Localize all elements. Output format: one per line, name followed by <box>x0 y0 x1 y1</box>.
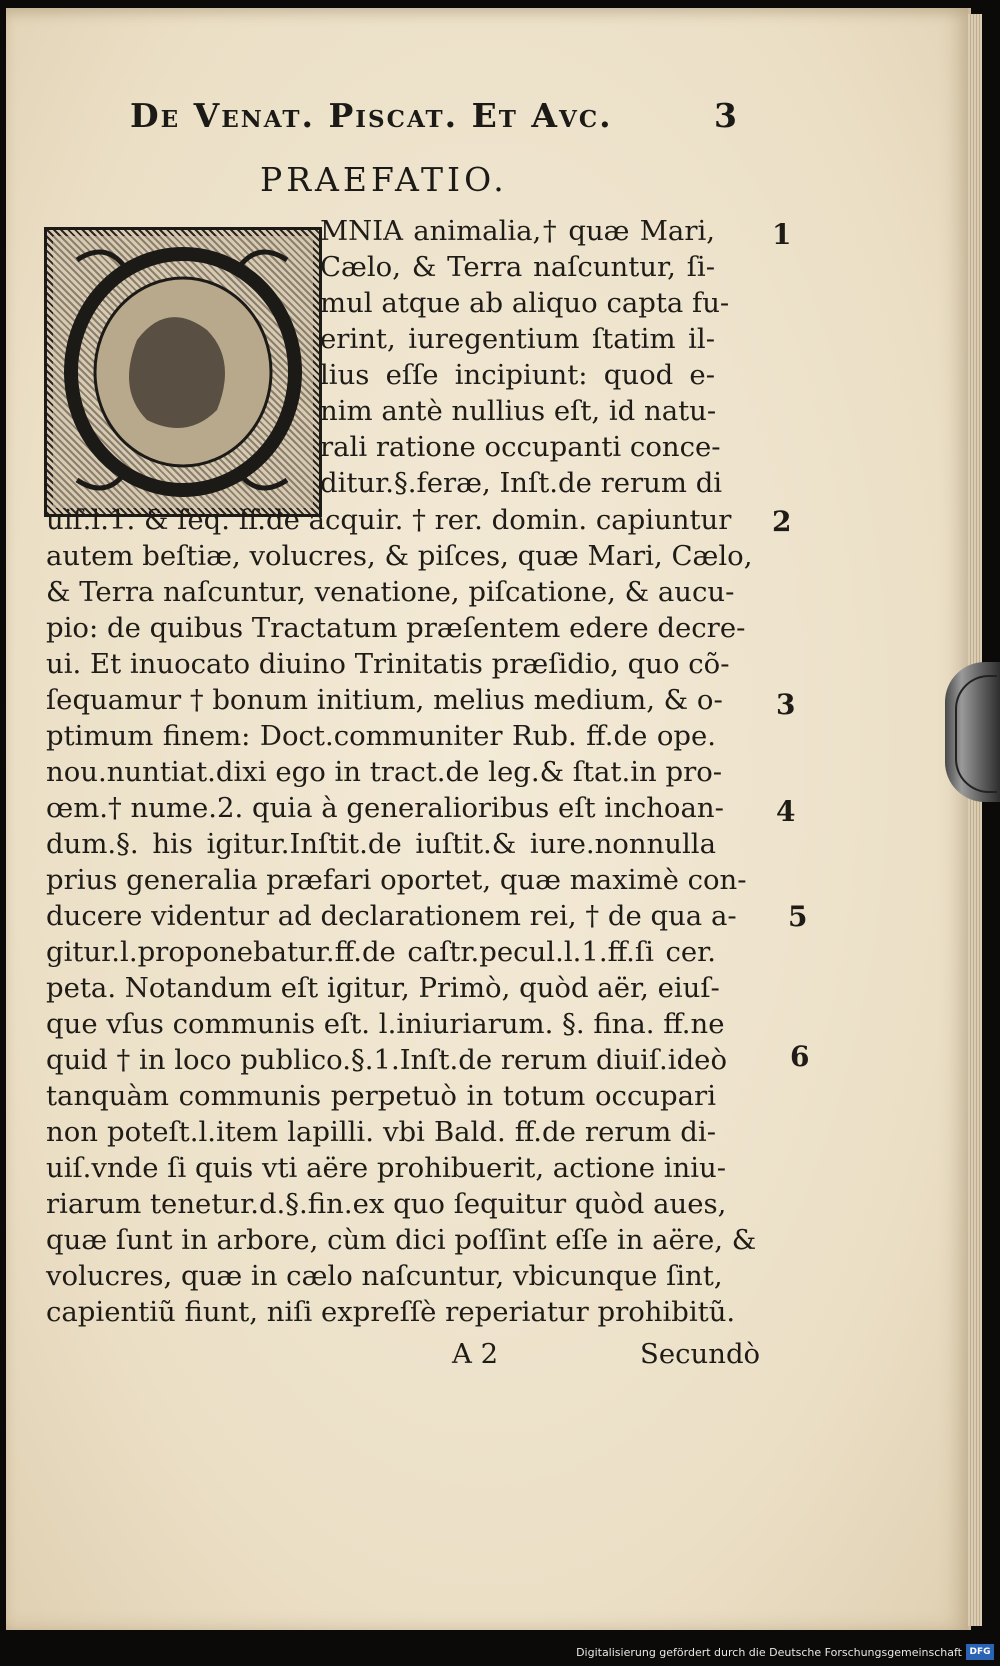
margin-note-number: 4 <box>776 795 796 828</box>
text-line: & Terra naſcuntur, venatione, piſcatione, & aucu- <box>46 576 735 608</box>
initial-o-icon <box>47 230 319 514</box>
text-line: uiſ.l.1. & ſeq. ff.de acquir. † rer. domin. capiuntur <box>46 504 732 536</box>
text-line: ducere videntur ad declarationem rei, † de qua a- <box>46 900 737 932</box>
text-line: ptimum finem: Doct.communiter Rub. ff.de ope. <box>46 720 716 752</box>
text-line: quæ ſunt in arbore, cùm dici poſſint eſſe in aëre, & <box>46 1224 757 1256</box>
text-line: volucres, quæ in cælo naſcuntur, vbicunque ſint, <box>46 1260 723 1292</box>
text-line: tanquàm communis perpetuò in totum occupari <box>46 1080 716 1112</box>
text-line: nim antè nullius eſt, id natu- <box>320 395 717 427</box>
text-line: lius eſſe incipiunt: quod e- <box>320 359 715 391</box>
signature-mark: A 2 <box>452 1338 499 1370</box>
text-line: œm.† nume.2. quia à generalioribus eſt inchoan- <box>46 792 724 824</box>
text-line: MNIA animalia,† quæ Mari, <box>320 215 715 247</box>
page-number: 3 <box>714 96 737 135</box>
text-line: dum.§. his igitur.Inſtit.de iuſtit.& iure.nonnulla <box>46 828 716 860</box>
text-line: prius generalia præfari oportet, quæ maximè con- <box>46 864 747 896</box>
text-line: nou.nuntiat.dixi ego in tract.de leg.& ſtat.in pro- <box>46 756 723 788</box>
text-line: riarum tenetur.d.§.fin.ex quo ſequitur quòd aues, <box>46 1188 727 1220</box>
margin-note-number: 3 <box>776 688 796 721</box>
text-line: erint, iuregentium ſtatim il- <box>320 323 715 355</box>
dfg-logo: DFG <box>966 1644 994 1660</box>
text-line: ditur.§.feræ, Inſt.de rerum di <box>320 467 723 499</box>
text-line: gitur.l.proponebatur.ff.de caſtr.pecul.l.1.ff.ſi cer. <box>46 936 716 968</box>
margin-note-number: 6 <box>790 1040 810 1073</box>
margin-note-number: 5 <box>788 900 808 933</box>
text-line: que vſus communis eſt. l.iniuriarum. §. fina. ff.ne <box>46 1008 725 1040</box>
running-head: De Venat. Piscat. Et Avc. <box>130 96 613 135</box>
decorated-initial-woodcut <box>44 227 322 517</box>
page-edges <box>968 14 982 1626</box>
catchword: Secundò <box>640 1338 761 1370</box>
book-clip-wire <box>955 675 997 793</box>
text-line: mul atque ab aliquo capta fu- <box>320 287 730 319</box>
digitization-credit: Digitalisierung gefördert durch die Deutsche Forschungsgemeinschaft <box>576 1646 962 1659</box>
text-line: peta. Notandum eſt igitur, Primò, quòd aër, eiuſ- <box>46 972 720 1004</box>
text-line: Cælo, & Terra naſcuntur, ſi- <box>320 251 715 283</box>
section-title: PRAEFATIO. <box>260 160 508 199</box>
text-line: ui. Et inuocato diuino Trinitatis præſidio, quo cõ- <box>46 648 730 680</box>
text-line: ſequamur † bonum initium, melius medium, & o- <box>46 684 723 716</box>
text-line: pio: de quibus Tractatum præſentem edere decre- <box>46 612 746 644</box>
margin-note-number: 2 <box>772 505 792 538</box>
text-line: rali ratione occupanti conce- <box>320 431 721 463</box>
text-line: quid † in loco publico.§.1.Inſt.de rerum diuiſ.ideò <box>46 1044 728 1076</box>
text-line: capientiũ fiunt, niſi expreſſè reperiatur prohibitũ. <box>46 1296 736 1328</box>
margin-note-number: 1 <box>772 218 792 251</box>
text-line: non poteſt.l.item lapilli. vbi Bald. ff.de rerum di- <box>46 1116 716 1148</box>
text-line: autem beſtiæ, volucres, & piſces, quæ Mari, Cælo, <box>46 540 753 572</box>
text-line: uiſ.vnde ſi quis vti aëre prohibuerit, actione iniu- <box>46 1152 727 1184</box>
